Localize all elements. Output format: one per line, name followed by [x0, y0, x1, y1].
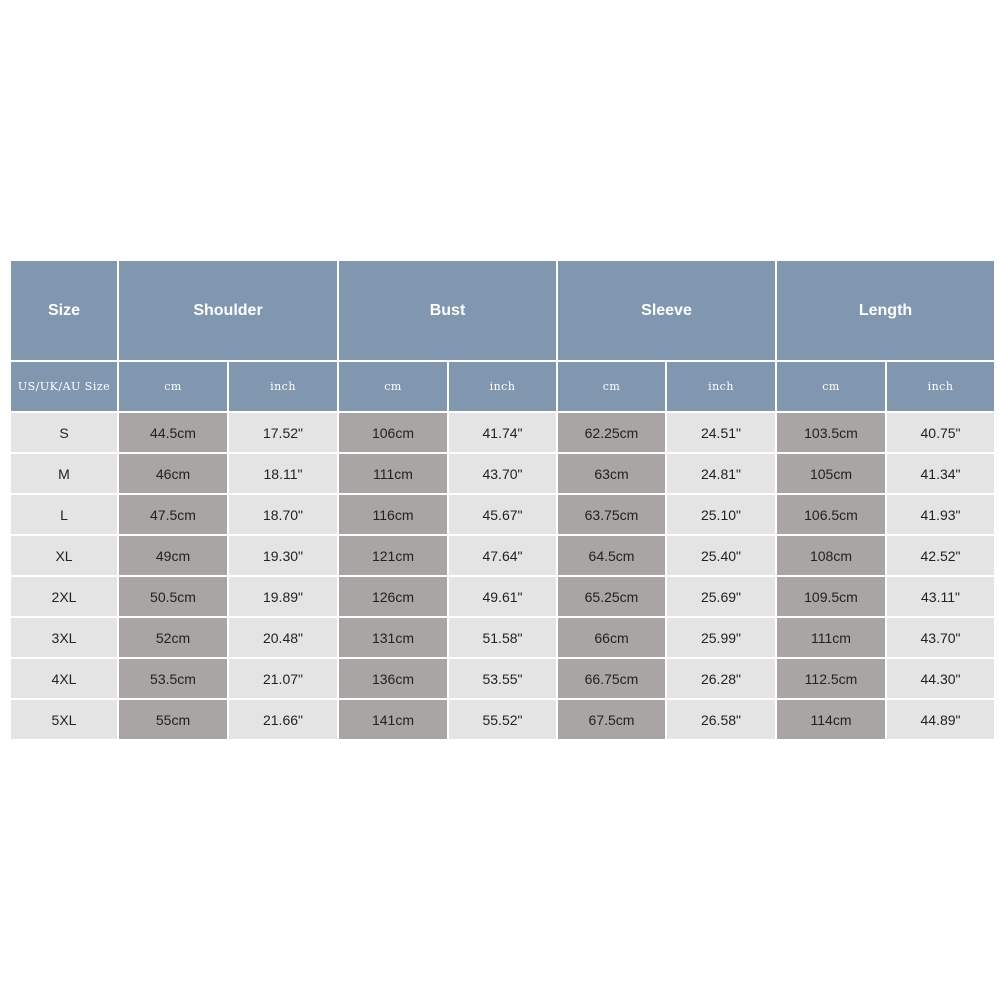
sleeve-inch-cell: 24.81"	[666, 453, 776, 494]
sleeve-cm-cell: 65.25cm	[557, 576, 666, 617]
sleeve-cm-cell: 63.75cm	[557, 494, 666, 535]
length-cm-cell: 114cm	[776, 699, 886, 740]
header-row	[10, 260, 995, 361]
table-row	[10, 412, 995, 453]
bust-cm-cell: 106cm	[338, 412, 448, 453]
bust-inch-cell: 47.64"	[448, 535, 557, 576]
bust-inch-cell: 49.61"	[448, 576, 557, 617]
shoulder-cm-cell: 52cm	[118, 617, 228, 658]
shoulder-inch-cell: 21.07"	[228, 658, 338, 699]
sleeve-inch-cell: 26.28"	[666, 658, 776, 699]
shoulder-cm-cell: 49cm	[118, 535, 228, 576]
sleeve-cm-cell: 62.25cm	[557, 412, 666, 453]
size-cell: 4XL	[10, 658, 118, 699]
shoulder-inch-cell: 21.66"	[228, 699, 338, 740]
subheader-cm: cm	[118, 361, 228, 412]
shoulder-inch-cell: 19.30"	[228, 535, 338, 576]
table-row	[10, 535, 995, 576]
length-cm-cell: 105cm	[776, 453, 886, 494]
bust-inch-cell: 53.55"	[448, 658, 557, 699]
shoulder-cm-cell: 50.5cm	[118, 576, 228, 617]
size-cell: 3XL	[10, 617, 118, 658]
sleeve-inch-cell: 25.10"	[666, 494, 776, 535]
size-cell: S	[10, 412, 118, 453]
bust-cm-cell: 131cm	[338, 617, 448, 658]
subheader-inch: inch	[448, 361, 557, 412]
shoulder-inch-cell: 19.89"	[228, 576, 338, 617]
sleeve-inch-cell: 25.40"	[666, 535, 776, 576]
length-cm-cell: 109.5cm	[776, 576, 886, 617]
bust-inch-cell: 55.52"	[448, 699, 557, 740]
header-size: Size	[10, 260, 118, 361]
size-cell: 5XL	[10, 699, 118, 740]
sleeve-inch-cell: 25.69"	[666, 576, 776, 617]
shoulder-inch-cell: 17.52"	[228, 412, 338, 453]
sleeve-cm-cell: 63cm	[557, 453, 666, 494]
subheader-inch: inch	[666, 361, 776, 412]
sleeve-cm-cell: 67.5cm	[557, 699, 666, 740]
length-inch-cell: 43.11"	[886, 576, 995, 617]
shoulder-cm-cell: 47.5cm	[118, 494, 228, 535]
sleeve-inch-cell: 24.51"	[666, 412, 776, 453]
length-cm-cell: 106.5cm	[776, 494, 886, 535]
bust-cm-cell: 126cm	[338, 576, 448, 617]
table-row	[10, 494, 995, 535]
subheader-cm: cm	[338, 361, 448, 412]
header-length: Length	[776, 260, 995, 361]
subheader-inch: inch	[228, 361, 338, 412]
table-row	[10, 576, 995, 617]
subheader-cm: cm	[557, 361, 666, 412]
sleeve-cm-cell: 66cm	[557, 617, 666, 658]
shoulder-inch-cell: 20.48"	[228, 617, 338, 658]
bust-inch-cell: 51.58"	[448, 617, 557, 658]
length-inch-cell: 42.52"	[886, 535, 995, 576]
sleeve-cm-cell: 64.5cm	[557, 535, 666, 576]
header-bust: Bust	[338, 260, 557, 361]
shoulder-inch-cell: 18.11"	[228, 453, 338, 494]
length-inch-cell: 43.70"	[886, 617, 995, 658]
bust-cm-cell: 136cm	[338, 658, 448, 699]
subheader-row	[10, 361, 995, 412]
length-cm-cell: 103.5cm	[776, 412, 886, 453]
table-row	[10, 617, 995, 658]
sleeve-cm-cell: 66.75cm	[557, 658, 666, 699]
bust-inch-cell: 41.74"	[448, 412, 557, 453]
shoulder-inch-cell: 18.70"	[228, 494, 338, 535]
table-row	[10, 453, 995, 494]
size-chart-body	[10, 412, 995, 740]
length-inch-cell: 41.34"	[886, 453, 995, 494]
bust-cm-cell: 121cm	[338, 535, 448, 576]
size-cell: XL	[10, 535, 118, 576]
length-inch-cell: 40.75"	[886, 412, 995, 453]
length-cm-cell: 112.5cm	[776, 658, 886, 699]
shoulder-cm-cell: 44.5cm	[118, 412, 228, 453]
header-shoulder: Shoulder	[118, 260, 338, 361]
table-row	[10, 658, 995, 699]
shoulder-cm-cell: 46cm	[118, 453, 228, 494]
length-cm-cell: 111cm	[776, 617, 886, 658]
length-inch-cell: 44.89"	[886, 699, 995, 740]
sleeve-inch-cell: 25.99"	[666, 617, 776, 658]
shoulder-cm-cell: 53.5cm	[118, 658, 228, 699]
size-cell: L	[10, 494, 118, 535]
length-inch-cell: 44.30"	[886, 658, 995, 699]
bust-cm-cell: 116cm	[338, 494, 448, 535]
shoulder-cm-cell: 55cm	[118, 699, 228, 740]
bust-cm-cell: 111cm	[338, 453, 448, 494]
size-cell: 2XL	[10, 576, 118, 617]
subheader-inch: inch	[886, 361, 995, 412]
bust-inch-cell: 43.70"	[448, 453, 557, 494]
subheader-size-region: US/UK/AU Size	[10, 361, 118, 412]
sleeve-inch-cell: 26.58"	[666, 699, 776, 740]
bust-inch-cell: 45.67"	[448, 494, 557, 535]
subheader-cm: cm	[776, 361, 886, 412]
length-cm-cell: 108cm	[776, 535, 886, 576]
size-cell: M	[10, 453, 118, 494]
header-sleeve: Sleeve	[557, 260, 776, 361]
table-row	[10, 699, 995, 740]
bust-cm-cell: 141cm	[338, 699, 448, 740]
size-chart-table	[9, 259, 996, 741]
length-inch-cell: 41.93"	[886, 494, 995, 535]
